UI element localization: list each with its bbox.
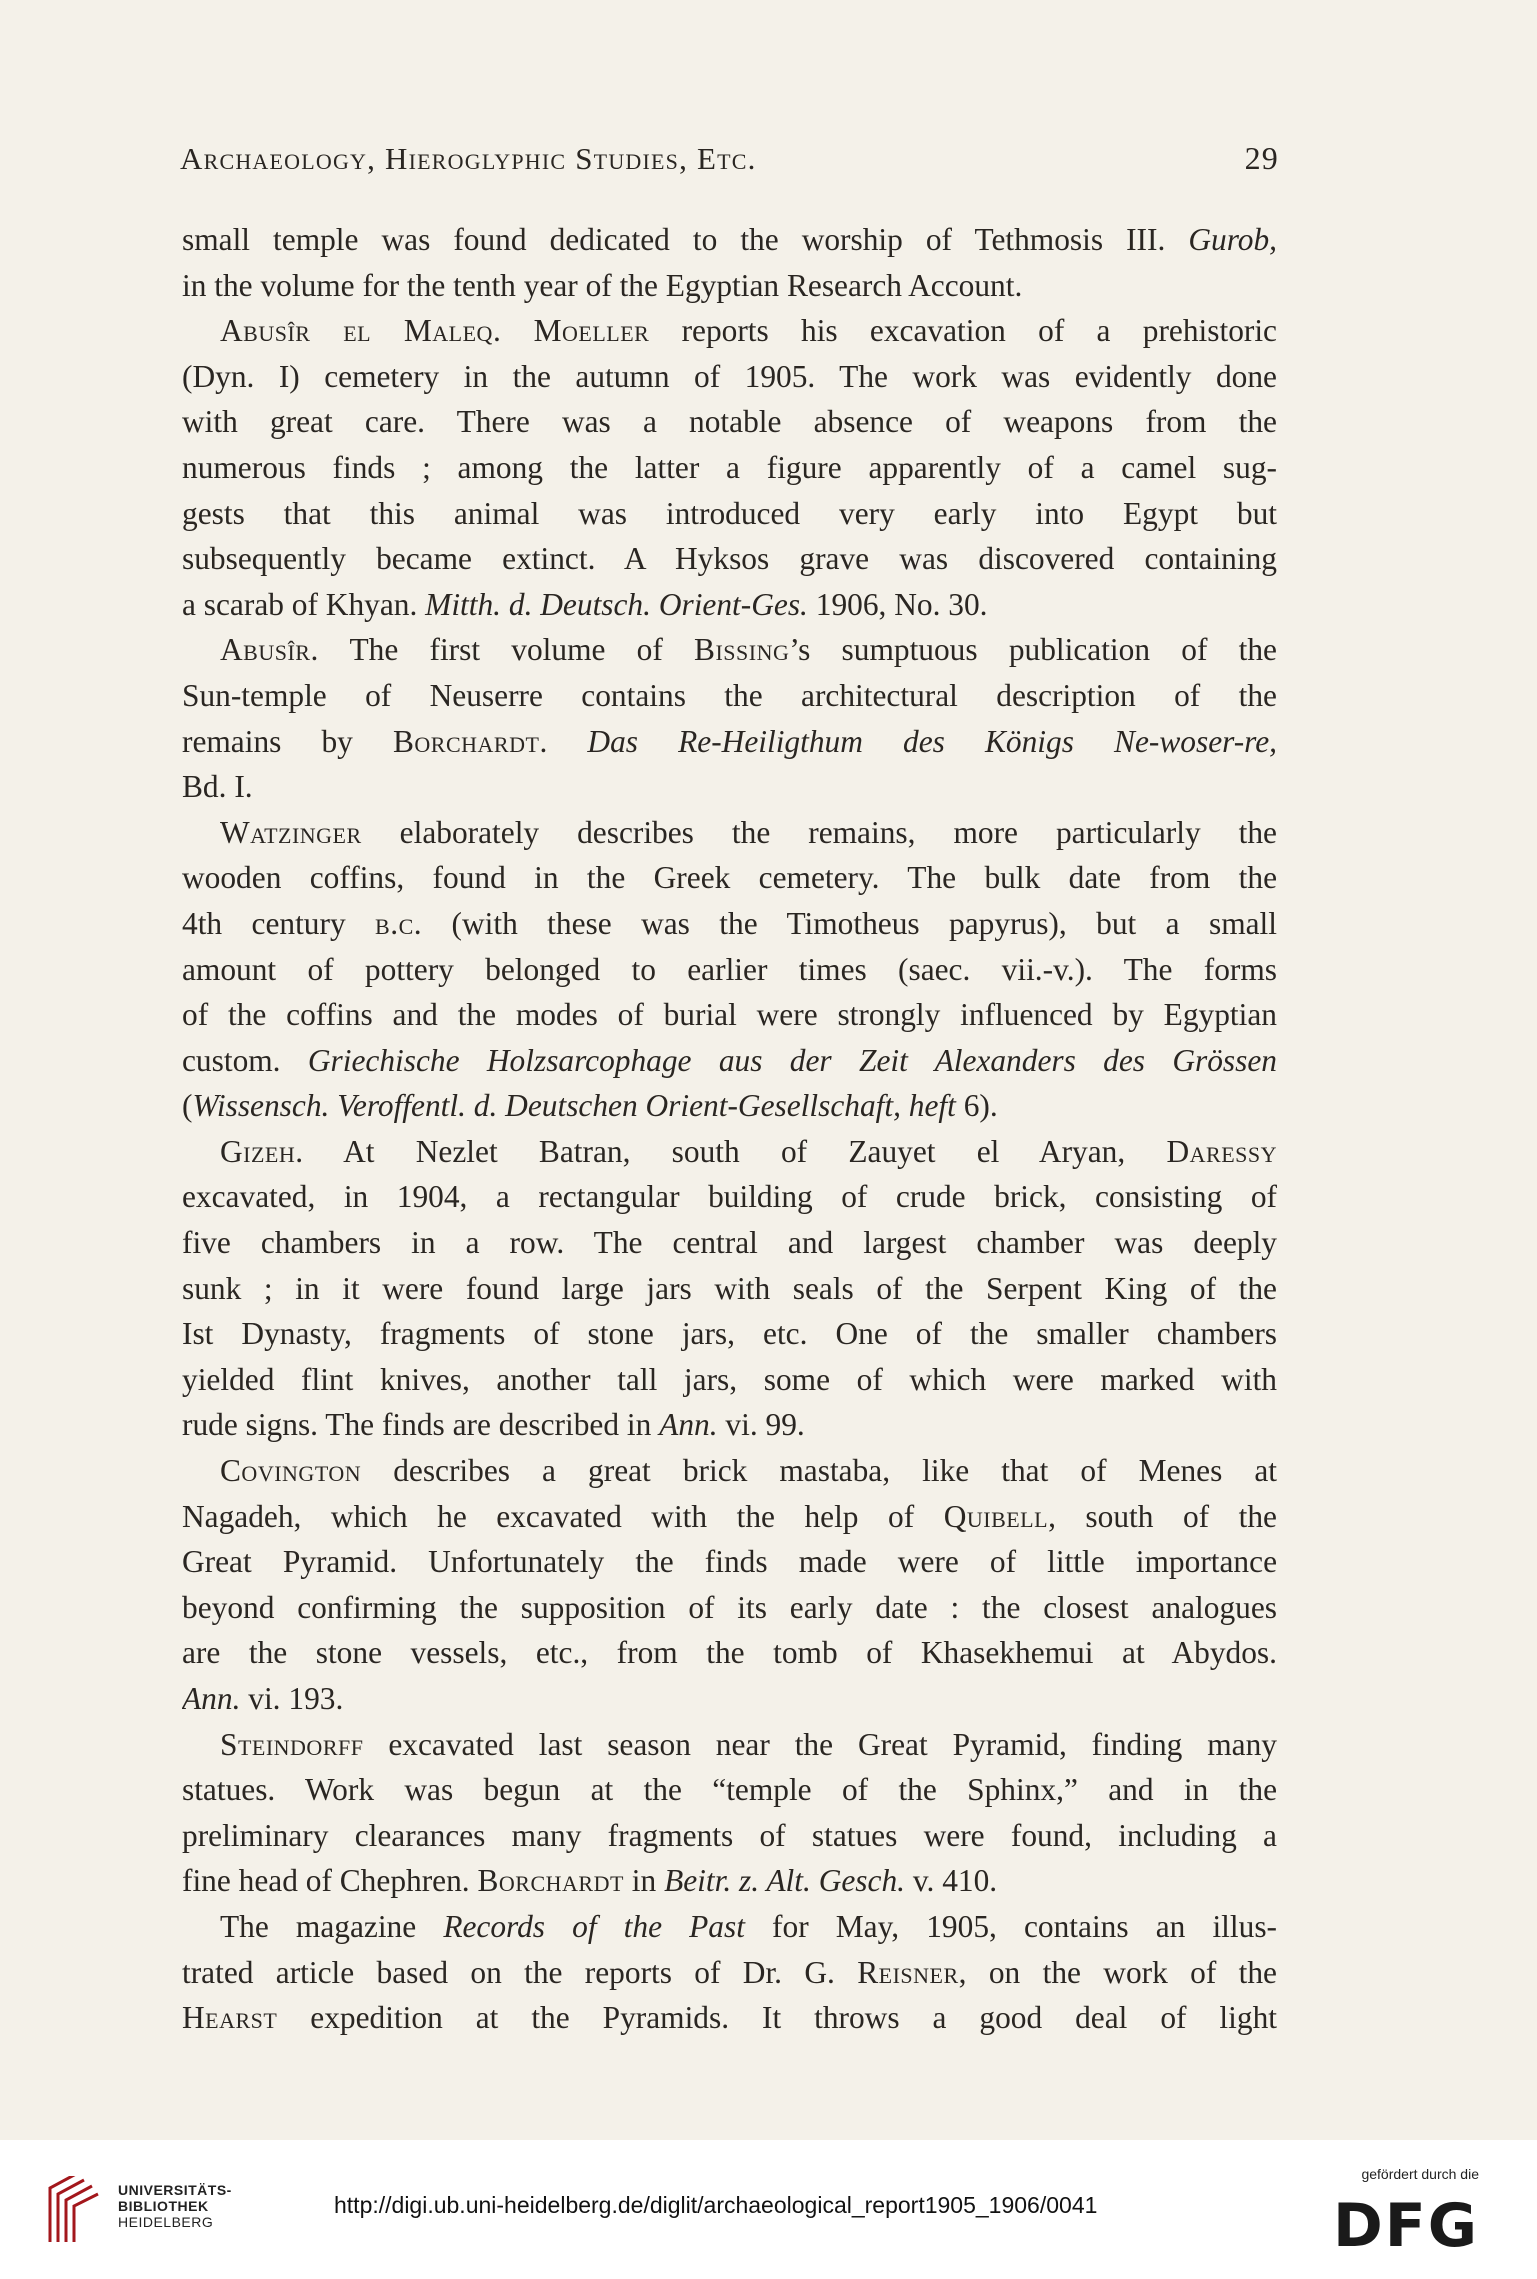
text-run: in [623, 1863, 665, 1899]
text-line [182, 536, 1277, 582]
text-run: a scarab of Khyan. [182, 586, 426, 622]
italic-text: Wissensch. Veroffentl. d. Deutschen Orient-Gesellschaft, heft [192, 1088, 956, 1124]
body-text [182, 217, 1277, 2041]
text-run: reports his excavation of a prehistoric [649, 313, 1277, 349]
small-caps-text: Borchardt [477, 1863, 624, 1899]
small-caps-text: Covington [220, 1453, 362, 1489]
text-run: in the volume for the tenth year of the Egyptian Research Account. [182, 267, 1023, 303]
small-caps-text: Abusîr el Maleq. [220, 313, 502, 349]
text-line [182, 582, 1277, 628]
text-run: , on the work of the [958, 1954, 1277, 1990]
small-caps-text: Borchardt [392, 723, 540, 759]
small-caps-text: Steindorff [220, 1726, 364, 1762]
text-run: v. 410. [905, 1863, 998, 1899]
text-line [182, 1539, 1277, 1585]
text-run: excavated, in 1904, a rectangular building of crude brick, consisting of [182, 1179, 1277, 1215]
text-line [182, 1494, 1277, 1540]
text-run: sunk ; in it were found large jars with seals of the Serpent King of the [182, 1270, 1277, 1306]
funding-note: gefördert durch die [1361, 2166, 1479, 2182]
running-title: Archaeology, Hieroglyphic Studies, Etc. [180, 141, 757, 176]
text-run: beyond confirming the supposition of its early date : the closest analogues [182, 1589, 1277, 1625]
text-line [182, 1585, 1277, 1631]
footer-bar [0, 2140, 1537, 2279]
text-line [182, 399, 1277, 445]
small-caps-text: Hearst [182, 2000, 278, 2036]
text-run: The magazine [220, 1908, 444, 1944]
text-line [182, 1767, 1277, 1813]
text-run: vi. 193. [240, 1681, 344, 1716]
text-run: vi. 99. [717, 1407, 805, 1443]
small-caps-text: b.c. [375, 905, 423, 941]
text-run: gests that this animal was introduced very early into Egypt but [182, 495, 1277, 531]
text-line [182, 1630, 1277, 1676]
italic-text: Records of the Past [443, 1908, 745, 1944]
small-caps-text: Reisner [857, 1954, 959, 1990]
text-run: expedition at the Pyramids. It throws a good deal of light [277, 2000, 1277, 2036]
text-line [182, 1083, 1277, 1129]
italic-text: Beitr. z. Alt. Gesch. [664, 1863, 905, 1899]
text-line [182, 1129, 1277, 1175]
text-line [182, 855, 1277, 901]
text-run: wooden coffins, found in the Greek cemetery. The bulk date from the [182, 860, 1277, 896]
text-run: amount of pottery belonged to earlier times (saec. vii.-v.). The forms [182, 951, 1277, 987]
text-line [182, 719, 1277, 765]
text-run: Ist Dynasty, fragments of stone jars, etc. One of the smaller chambers [182, 1316, 1277, 1352]
text-run: small temple was found dedicated to the worship of Tethmosis III. [182, 222, 1189, 257]
text-run: rude signs. The finds are described in [182, 1407, 660, 1443]
text-run: . [539, 723, 588, 759]
small-caps-text: Bissing [694, 632, 790, 668]
text-run: remains by [182, 723, 393, 759]
text-line [182, 1357, 1277, 1403]
text-line [182, 1858, 1277, 1904]
running-header [180, 140, 1279, 177]
text-run: of the coffins and the modes of burial were strongly influenced by Egyptian [182, 997, 1277, 1033]
text-line [182, 1904, 1277, 1950]
page-number: 29 [1244, 140, 1279, 176]
text-line [182, 810, 1277, 856]
text-run: At Nezlet Batran, south of Zauyet el Aryan, [303, 1133, 1167, 1169]
text-run: Nagadeh, which he excavated with the help of [182, 1498, 944, 1534]
text-line [182, 1220, 1277, 1266]
text-line [182, 901, 1277, 947]
text-line [182, 1722, 1277, 1768]
italic-text: Griechische Holzsarcophage aus der Zeit Alexanders des Grössen [307, 1042, 1277, 1078]
text-run: yielded flint knives, another tall jars, some of which were marked with [182, 1361, 1277, 1397]
small-caps-text: Daressy [1166, 1133, 1277, 1169]
text-line [182, 1266, 1277, 1312]
text-run: for May, 1905, contains an illus- [744, 1908, 1277, 1944]
source-url-link[interactable]: http://digi.ub.uni-heidelberg.de/diglit/archaeological_report1905_1906/0041 [334, 2192, 1098, 2218]
dfg-logo: DFG [1332, 2191, 1479, 2261]
text-run: subsequently became extinct. A Hyksos grave was discovered containing [182, 541, 1277, 577]
text-run: describes a great brick mastaba, like that of Menes at [361, 1453, 1277, 1489]
text-run: Great Pyramid. Unfortunately the finds made were of little importance [182, 1544, 1277, 1580]
text-line [182, 217, 1277, 263]
text-line [182, 627, 1277, 673]
text-line [182, 491, 1277, 537]
text-line [182, 1448, 1277, 1494]
text-line [182, 1995, 1277, 2041]
text-line [182, 1174, 1277, 1220]
text-run: five chambers in a row. The central and largest chamber was deeply [182, 1225, 1277, 1261]
text-line [182, 947, 1277, 993]
text-line [182, 992, 1277, 1038]
text-run: ( [182, 1088, 193, 1124]
text-line [182, 1813, 1277, 1859]
library-name: UNIVERSITÄTS- BIBLIOTHEK HEIDELBERG [118, 2182, 232, 2230]
text-line [182, 764, 1277, 810]
text-run: (with these was the Timotheus papyrus), but a small [422, 905, 1277, 941]
text-line [182, 1402, 1277, 1448]
text-line [182, 263, 1277, 309]
text-line [182, 308, 1277, 354]
text-line [182, 1038, 1277, 1084]
italic-text: Gurob, [1188, 222, 1277, 257]
text-run: 1906, No. 30. [807, 586, 988, 622]
text-run [501, 313, 533, 348]
text-run: custom. [182, 1042, 308, 1078]
italic-text: Mitth. d. Deutsch. Orient-Ges. [425, 586, 808, 622]
text-run: , south of the [1048, 1498, 1277, 1534]
text-run: with great care. There was a notable absence of weapons from the [182, 404, 1277, 440]
text-line [182, 673, 1277, 719]
text-run: 6). [955, 1088, 998, 1124]
text-run: excavated last season near the Great Pyramid, finding many [363, 1726, 1277, 1762]
italic-text: Das Re-Heiligthum des Königs Ne-woser-re, [587, 723, 1277, 759]
text-line [182, 1311, 1277, 1357]
italic-text: Ann. [659, 1407, 718, 1443]
italic-text: Ann. [182, 1681, 241, 1716]
small-caps-text: Watzinger [220, 814, 362, 850]
text-run: trated article based on the reports of Dr. G. [182, 1954, 858, 1990]
text-run: numerous finds ; among the latter a figure apparently of a camel sug- [182, 449, 1277, 485]
text-run: are the stone vessels, etc., from the tomb of Khasekhemui at Abydos. [182, 1635, 1277, 1671]
text-run: Bd. I. [182, 769, 253, 805]
small-caps-text: Abusîr. [220, 632, 319, 668]
text-line [182, 354, 1277, 400]
text-run: fine head of Chephren. [182, 1863, 478, 1899]
text-run: statues. Work was begun at the “temple of the Sphinx,” and in the [182, 1772, 1277, 1808]
text-line [182, 1676, 1277, 1722]
text-run: (Dyn. I) cemetery in the autumn of 1905. The work was evidently done [182, 358, 1277, 394]
text-run: preliminary clearances many fragments of statues were found, including a [182, 1817, 1277, 1853]
text-run: elaborately describes the remains, more particularly the [361, 814, 1277, 850]
text-line [182, 1950, 1277, 1996]
small-caps-text: Gizeh. [220, 1133, 304, 1169]
text-run: ’s sumptuous publication of the [789, 632, 1277, 668]
text-run: 4th century [182, 905, 376, 941]
text-line [182, 445, 1277, 491]
text-run: The first volume of [318, 632, 695, 668]
small-caps-text: Moeller [533, 313, 650, 349]
university-library-logo-icon [38, 2176, 102, 2246]
text-run: Sun-temple of Neuserre contains the architectural description of the [182, 677, 1277, 713]
small-caps-text: Quibell [943, 1498, 1049, 1534]
